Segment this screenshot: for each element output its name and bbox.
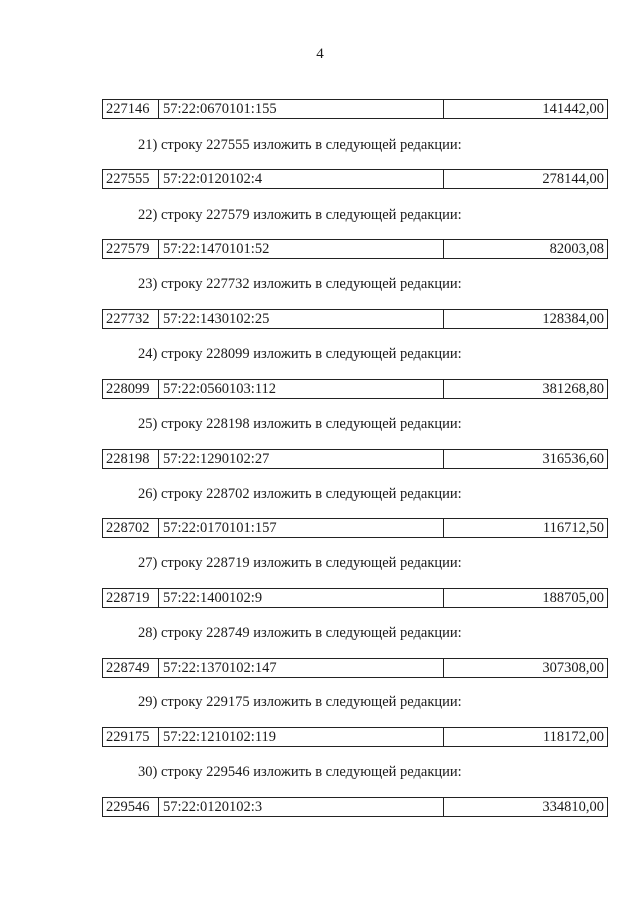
cadastral-number: 57:22:0670101:155: [159, 100, 444, 118]
cadastral-number: 57:22:0170101:157: [159, 519, 444, 537]
cadastral-number: 57:22:1470101:52: [159, 240, 444, 258]
cadastral-value: 141442,00: [542, 101, 604, 117]
record-code: 227146: [103, 100, 159, 118]
record-code: 228099: [103, 380, 159, 398]
instruction-text: 24) строку 228099 изложить в следующей редакции:: [138, 346, 462, 362]
cadastral-value: 316536,60: [542, 451, 604, 467]
cadastral-value: 278144,00: [542, 171, 604, 187]
cadastral-value: 82003,08: [549, 241, 604, 257]
cadastral-number: 57:22:0120102:3: [159, 798, 444, 816]
instruction-text: 22) строку 227579 изложить в следующей редакции:: [138, 207, 462, 223]
record-code: 227579: [103, 240, 159, 258]
instruction-text: 30) строку 229546 изложить в следующей редакции:: [138, 764, 462, 780]
page-number: 4: [316, 46, 324, 62]
instruction-text: 28) строку 228749 изложить в следующей редакции:: [138, 625, 462, 641]
instruction-text: 29) строку 229175 изложить в следующей редакции:: [138, 694, 462, 710]
record-table: [102, 99, 608, 119]
record-code: 227732: [103, 310, 159, 328]
record-code: 228198: [103, 450, 159, 468]
record-table: [102, 379, 608, 399]
record-code: 229546: [103, 798, 159, 816]
record-table: [102, 169, 608, 189]
cadastral-value: 307308,00: [542, 660, 604, 676]
cadastral-value: 381268,80: [542, 381, 604, 397]
cadastral-number: 57:22:1370102:147: [159, 659, 444, 677]
instruction-text: 21) строку 227555 изложить в следующей редакции:: [138, 137, 462, 153]
record-table: [102, 797, 608, 817]
record-table: [102, 727, 608, 747]
instruction-text: 23) строку 227732 изложить в следующей редакции:: [138, 276, 462, 292]
cadastral-value: 188705,00: [542, 590, 604, 606]
cadastral-value: 116712,50: [542, 520, 604, 536]
cadastral-value: 334810,00: [542, 799, 604, 815]
record-code: 228702: [103, 519, 159, 537]
record-code: 228749: [103, 659, 159, 677]
cadastral-number: 57:22:1290102:27: [159, 450, 444, 468]
cadastral-value: 128384,00: [542, 311, 604, 327]
cadastral-number: 57:22:1400102:9: [159, 589, 444, 607]
instruction-text: 27) строку 228719 изложить в следующей редакции:: [138, 555, 462, 571]
record-table: [102, 658, 608, 678]
record-table: [102, 239, 608, 259]
cadastral-number: 57:22:1430102:25: [159, 310, 444, 328]
record-table: [102, 518, 608, 538]
instruction-text: 26) строку 228702 изложить в следующей редакции:: [138, 486, 462, 502]
instruction-text: 25) строку 228198 изложить в следующей редакции:: [138, 416, 462, 432]
record-table: [102, 309, 608, 329]
record-code: 228719: [103, 589, 159, 607]
cadastral-value: 118172,00: [542, 729, 604, 745]
cadastral-number: 57:22:1210102:119: [159, 728, 444, 746]
cadastral-number: 57:22:0560103:112: [159, 380, 444, 398]
cadastral-number: 57:22:0120102:4: [159, 170, 444, 188]
record-code: 229175: [103, 728, 159, 746]
record-table: [102, 588, 608, 608]
record-code: 227555: [103, 170, 159, 188]
record-table: [102, 449, 608, 469]
